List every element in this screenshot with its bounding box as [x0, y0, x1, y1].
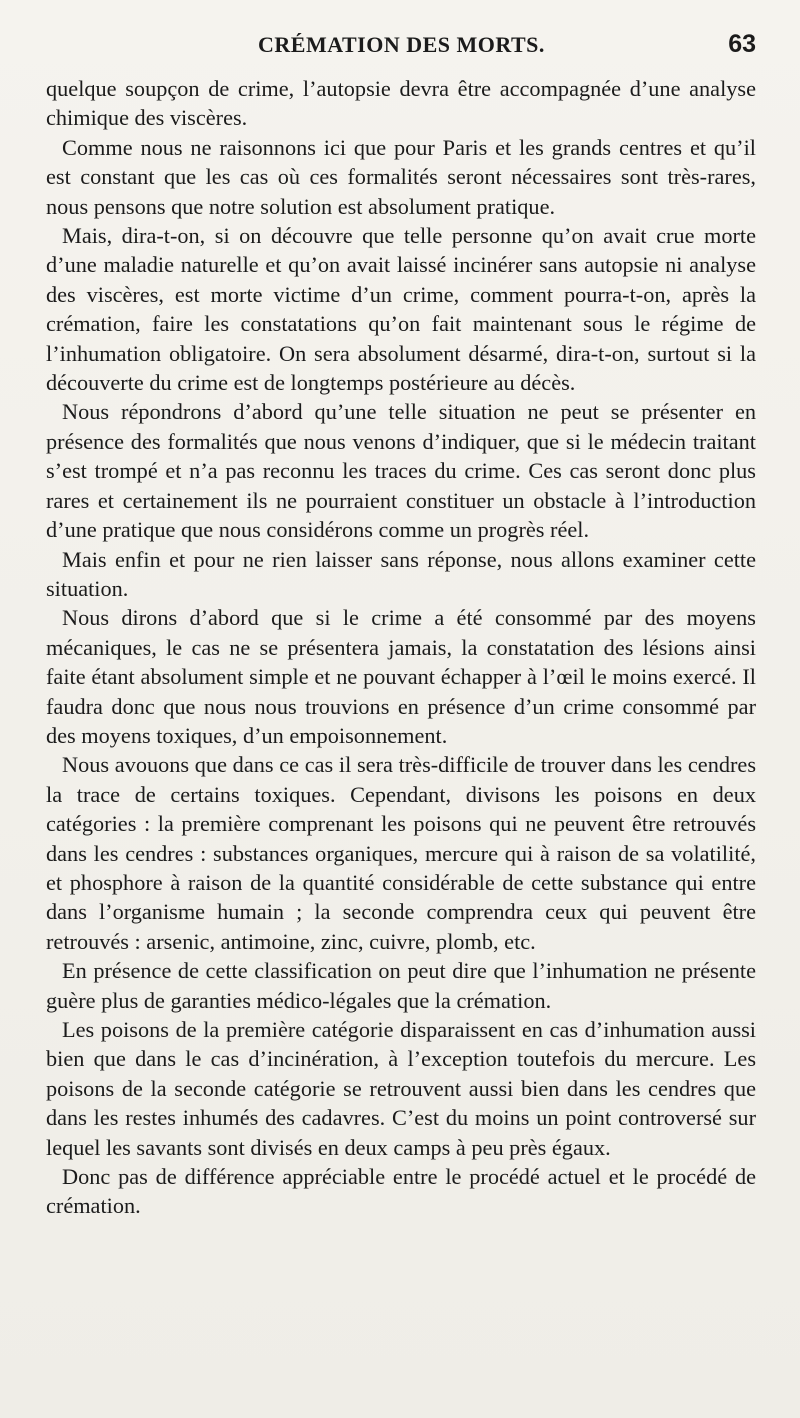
body-text: [46, 74, 756, 1221]
paragraph: Nous répondrons d’abord qu’une telle situation ne peut se présenter en présence des formalités que nous venons d’indiquer, que si le médecin traitant s’est trompé et n’a pas reconnu les traces du crime. Ces cas seront donc plus rares et certainement ils ne pourraient constituer un obstacle à l’introduction d’une pratique que nous considérons comme un progrès réel.: [46, 399, 756, 543]
paragraph: Mais enfin et pour ne rien laisser sans réponse, nous allons examiner cette situation.: [46, 546, 756, 601]
paragraph: Nous dirons d’abord que si le crime a été consommé par des moyens mécaniques, le cas ne se présentera jamais, la constatation des lésions ainsi faite étant absolument simple et ne pouvant échapper à l’œil le moins exercé. Il faudra donc que nous nous trouvions en présence d’un crime consommé par des moyens toxiques, d’un empoisonnement.: [46, 605, 756, 748]
paragraph: En présence de cette classification on peut dire que l’inhumation ne présente guère plus de garanties médico-légales que la crémation.: [46, 958, 756, 1013]
paragraph: Donc pas de différence appréciable entre le procédé actuel et le procédé de crémation.: [46, 1164, 756, 1219]
page-header: [46, 30, 756, 64]
running-title: CRÉMATION DES MORTS.: [258, 32, 545, 57]
paragraph: Mais, dira-t-on, si on découvre que telle personne qu’on avait crue morte d’une maladie naturelle et qu’on avait laissé incinérer sans autopsie ni analyse des viscères, est morte victime d’un crime, comment pourra-t-on, après la crémation, faire les constatations qu’on fait maintenant sous le régime de l’inhumation obligatoire. On sera absolument désarmé, dira-t-on, surtout si la découverte du crime est de longtemps postérieure au décès.: [46, 223, 756, 396]
paragraph: Comme nous ne raisonnons ici que pour Paris et les grands centres et qu’il est constant que les cas où ces formalités seront nécessaires sont très-rares, nous pensons que notre solution est absolument pratique.: [46, 134, 756, 219]
paragraph: Nous avouons que dans ce cas il sera très-difficile de trouver dans les cendres la trace de certains toxiques. Cependant, divisons les poisons en deux catégories : la première comprenant les poisons qui ne peuvent être retrouvés dans les cendres : substances organiques, mercure qui à raison de sa volatilité, et phosphore à raison de la quantité considérable de cette substance qui entre dans l’organisme humain ; la seconde comprendra ceux qui peuvent être retrouvés : arsenic, antimoine, zinc, cuivre, plomb, etc.: [46, 752, 756, 954]
page-number: 63: [728, 30, 756, 58]
paragraph: Les poisons de la première catégorie disparaissent en cas d’inhumation aussi bien que dans le cas d’incinération, à l’exception toutefois du mercure. Les poisons de la seconde catégorie se retrouvent aussi bien dans les cendres que dans les restes inhumés des cadavres. C’est du moins un point controversé sur lequel les savants sont divisés en deux camps à peu près égaux.: [46, 1017, 756, 1160]
paragraph-continued: quelque soupçon de crime, l’autopsie devra être accompagnée d’une analyse chimique des viscères.: [46, 76, 756, 131]
